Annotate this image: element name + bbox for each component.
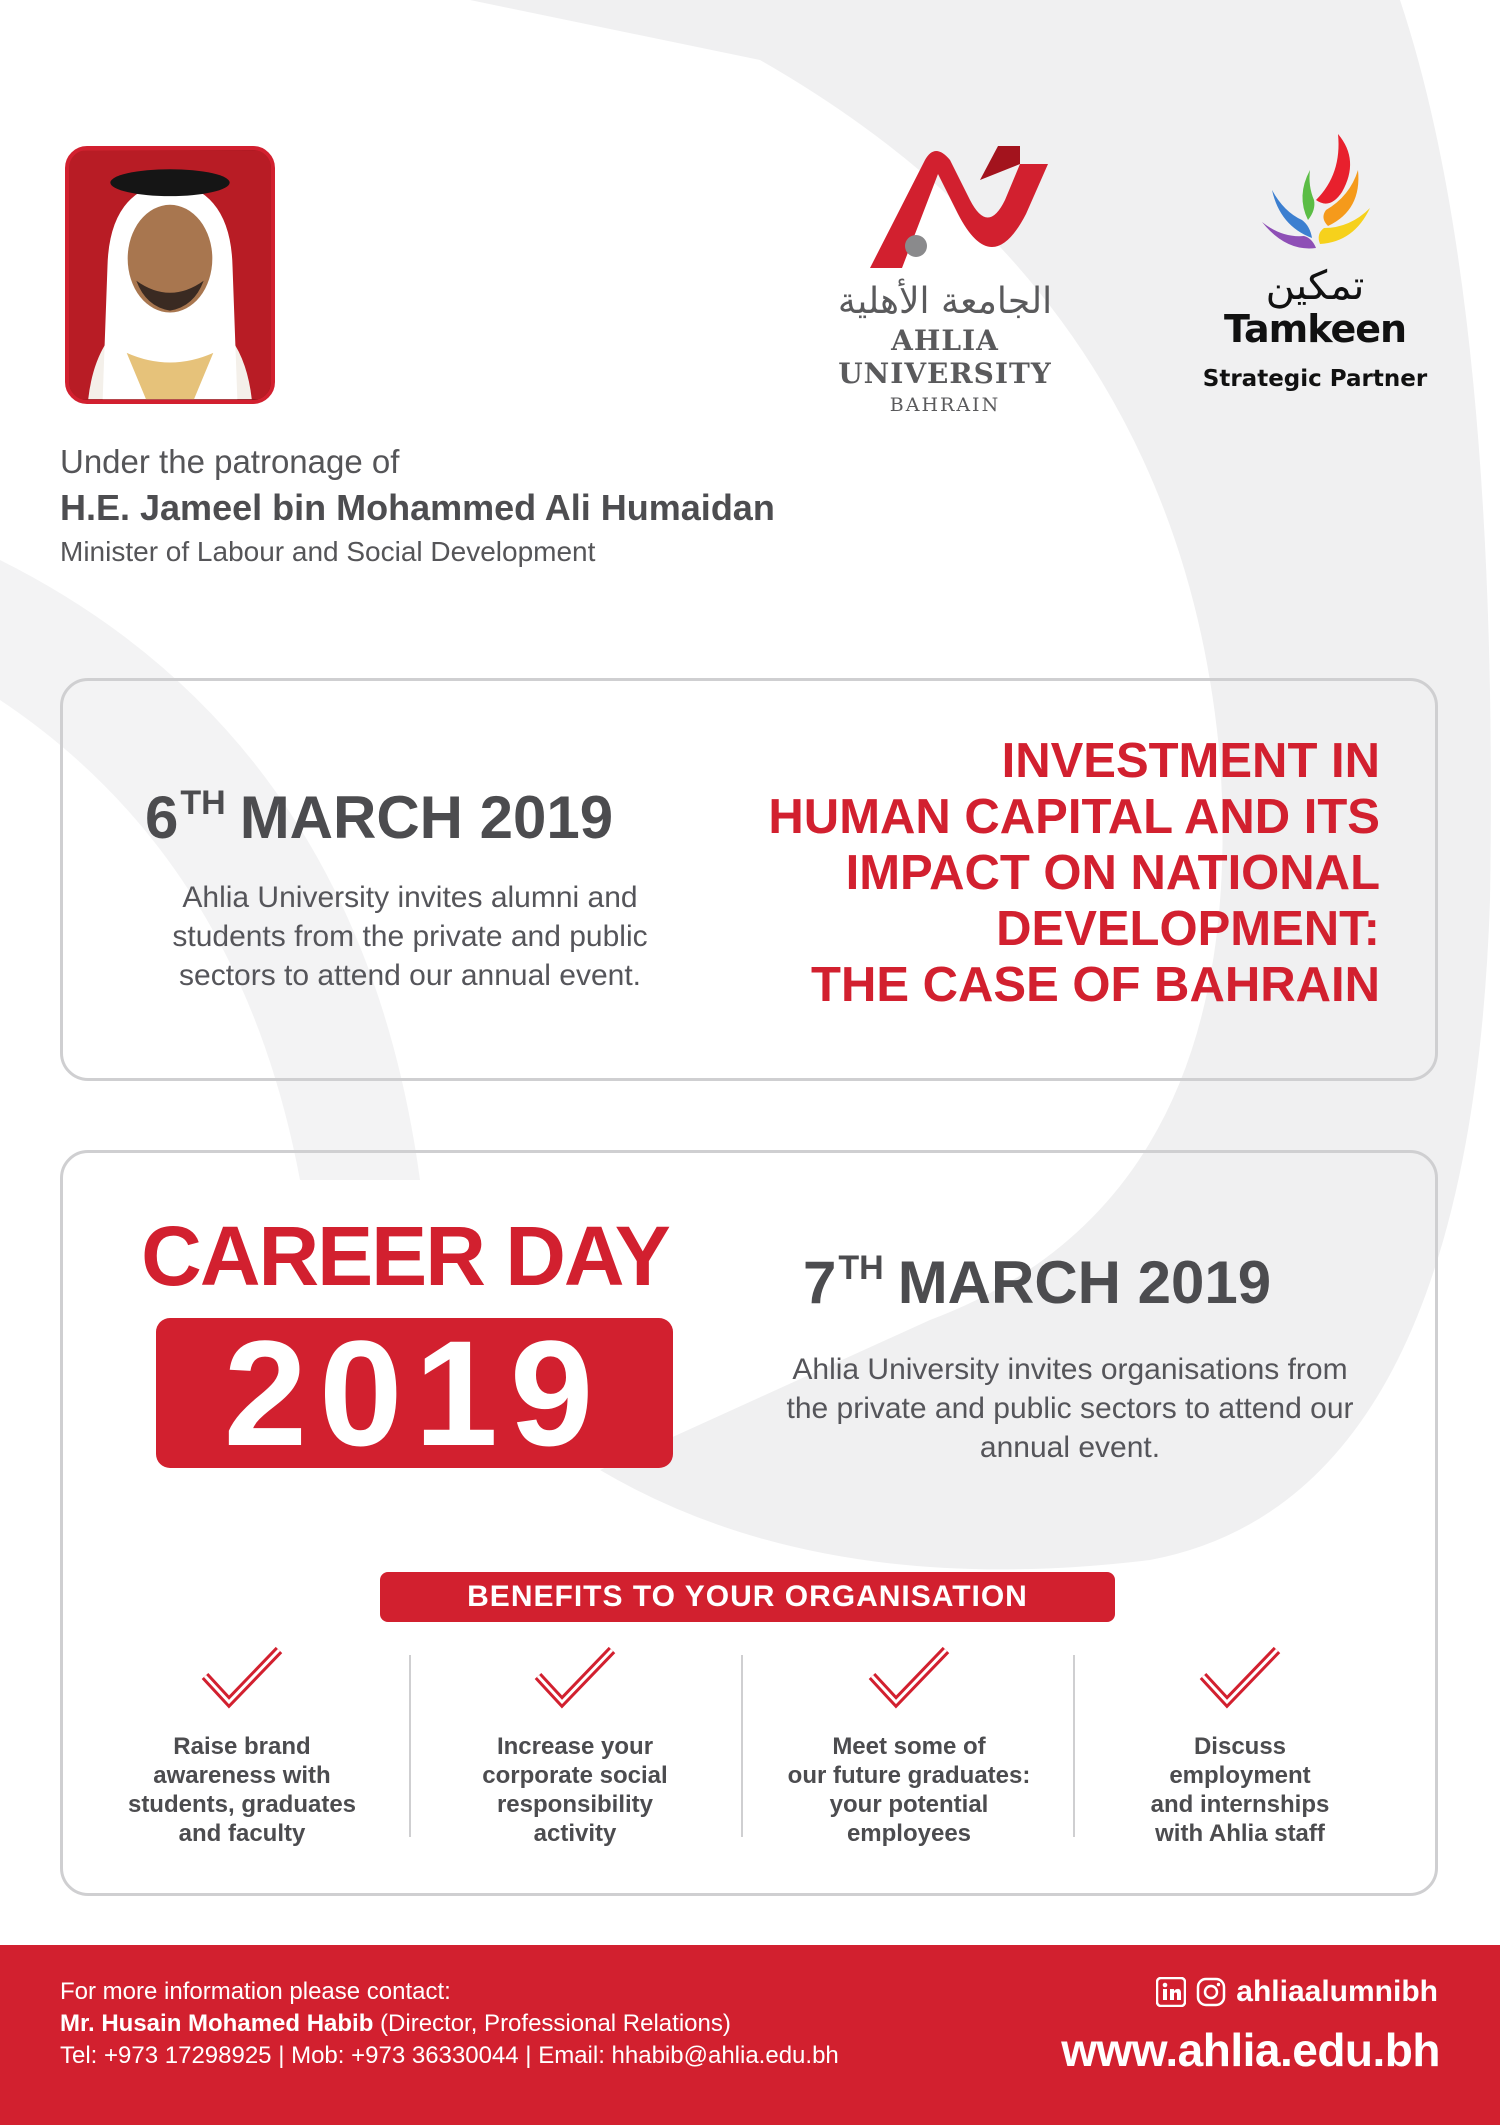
patronage-intro: Under the patronage of	[60, 443, 400, 480]
benefit-text: Discuss employment and internships with Ahlia staff	[1150, 1733, 1330, 1847]
checkmark-icon	[1197, 1644, 1283, 1714]
benefit-text: Increase your corporate social responsibility activity	[482, 1733, 668, 1847]
tamkeen-name: Tamkeen	[1223, 307, 1407, 351]
ahlia-mark-icon	[830, 140, 1060, 280]
invite-line: sectors to attend our annual event.	[179, 959, 641, 992]
benefit-item	[1095, 1644, 1385, 1848]
linkedin-icon[interactable]	[1156, 1977, 1186, 2007]
title-line: IMPACT ON NATIONAL	[845, 846, 1380, 900]
ahlia-country: BAHRAIN	[889, 394, 1001, 416]
conference-title	[690, 733, 1380, 1013]
ahlia-name: AHLIA UNIVERSITY	[838, 324, 1052, 390]
invite-line: Ahlia University invites alumni and	[182, 881, 638, 914]
checkmark-icon	[866, 1644, 952, 1714]
contact-details[interactable]: Tel: +973 17298925 | Mob: +973 36330044 | Email: hhabib@ahlia.edu.bh	[60, 2042, 839, 2069]
social-links	[1156, 1975, 1438, 2009]
benefits-heading: BENEFITS TO YOUR ORGANISATION	[380, 1572, 1115, 1622]
career-day-invitation	[745, 1350, 1395, 1467]
checkmark-icon	[532, 1644, 618, 1714]
conference-invitation	[110, 878, 710, 995]
invite-line: annual event.	[979, 1431, 1161, 1464]
patronage-block	[60, 440, 960, 572]
career-day-year: 2019	[156, 1318, 673, 1468]
title-line: HUMAN CAPITAL AND ITS	[768, 790, 1380, 844]
ahlia-university-logo	[790, 140, 1100, 416]
tamkeen-arabic-name: تمكين	[1265, 263, 1365, 309]
career-day-date: 7TH MARCH 2019	[803, 1249, 1272, 1316]
tamkeen-logo	[1185, 130, 1445, 430]
benefit-divider	[1073, 1655, 1075, 1837]
title-line: THE CASE OF BAHRAIN	[811, 958, 1380, 1012]
contact-title: (Director, Professional Relations)	[373, 2010, 731, 2037]
instagram-icon[interactable]	[1196, 1977, 1226, 2007]
tamkeen-flame-icon	[1250, 130, 1380, 260]
benefit-divider	[409, 1655, 411, 1837]
checkmark-icon	[199, 1644, 285, 1714]
benefit-text: Raise brand awareness with students, graduates and faculty	[127, 1733, 357, 1847]
tamkeen-subtitle: Strategic Partner	[1202, 366, 1428, 392]
benefit-text: Meet some of our future graduates: your potential employees	[787, 1733, 1031, 1847]
benefit-divider	[741, 1655, 743, 1837]
patron-role: Minister of Labour and Social Development	[60, 536, 596, 567]
title-line: INVESTMENT IN	[1001, 734, 1380, 788]
invite-line: students from the private and public	[172, 920, 648, 953]
minister-portrait	[65, 146, 275, 404]
contact-name: Mr. Husain Mohamed Habib	[60, 2010, 374, 2037]
conference-date: 6TH MARCH 2019	[145, 784, 614, 851]
ahlia-arabic-name: الجامعة الأهلية	[837, 281, 1053, 322]
benefit-item	[430, 1644, 720, 1848]
person-photo	[69, 150, 271, 400]
career-day-title: CAREER DAY	[141, 1209, 669, 1303]
invite-line: Ahlia University invites organisations from	[792, 1353, 1348, 1386]
benefit-item	[764, 1644, 1054, 1848]
social-handle[interactable]: ahliaalumnibh	[1236, 1975, 1438, 2008]
patron-name: H.E. Jameel bin Mohammed Ali Humaidan	[60, 487, 775, 528]
website-link[interactable]: www.ahlia.edu.bh	[1061, 2024, 1440, 2076]
title-line: DEVELOPMENT:	[996, 902, 1380, 956]
invite-line: the private and public sectors to attend our	[786, 1392, 1354, 1425]
benefit-item	[97, 1644, 387, 1848]
contact-person	[60, 2009, 731, 2039]
contact-footer	[0, 1945, 1500, 2125]
contact-intro: For more information please contact:	[60, 1978, 451, 2005]
